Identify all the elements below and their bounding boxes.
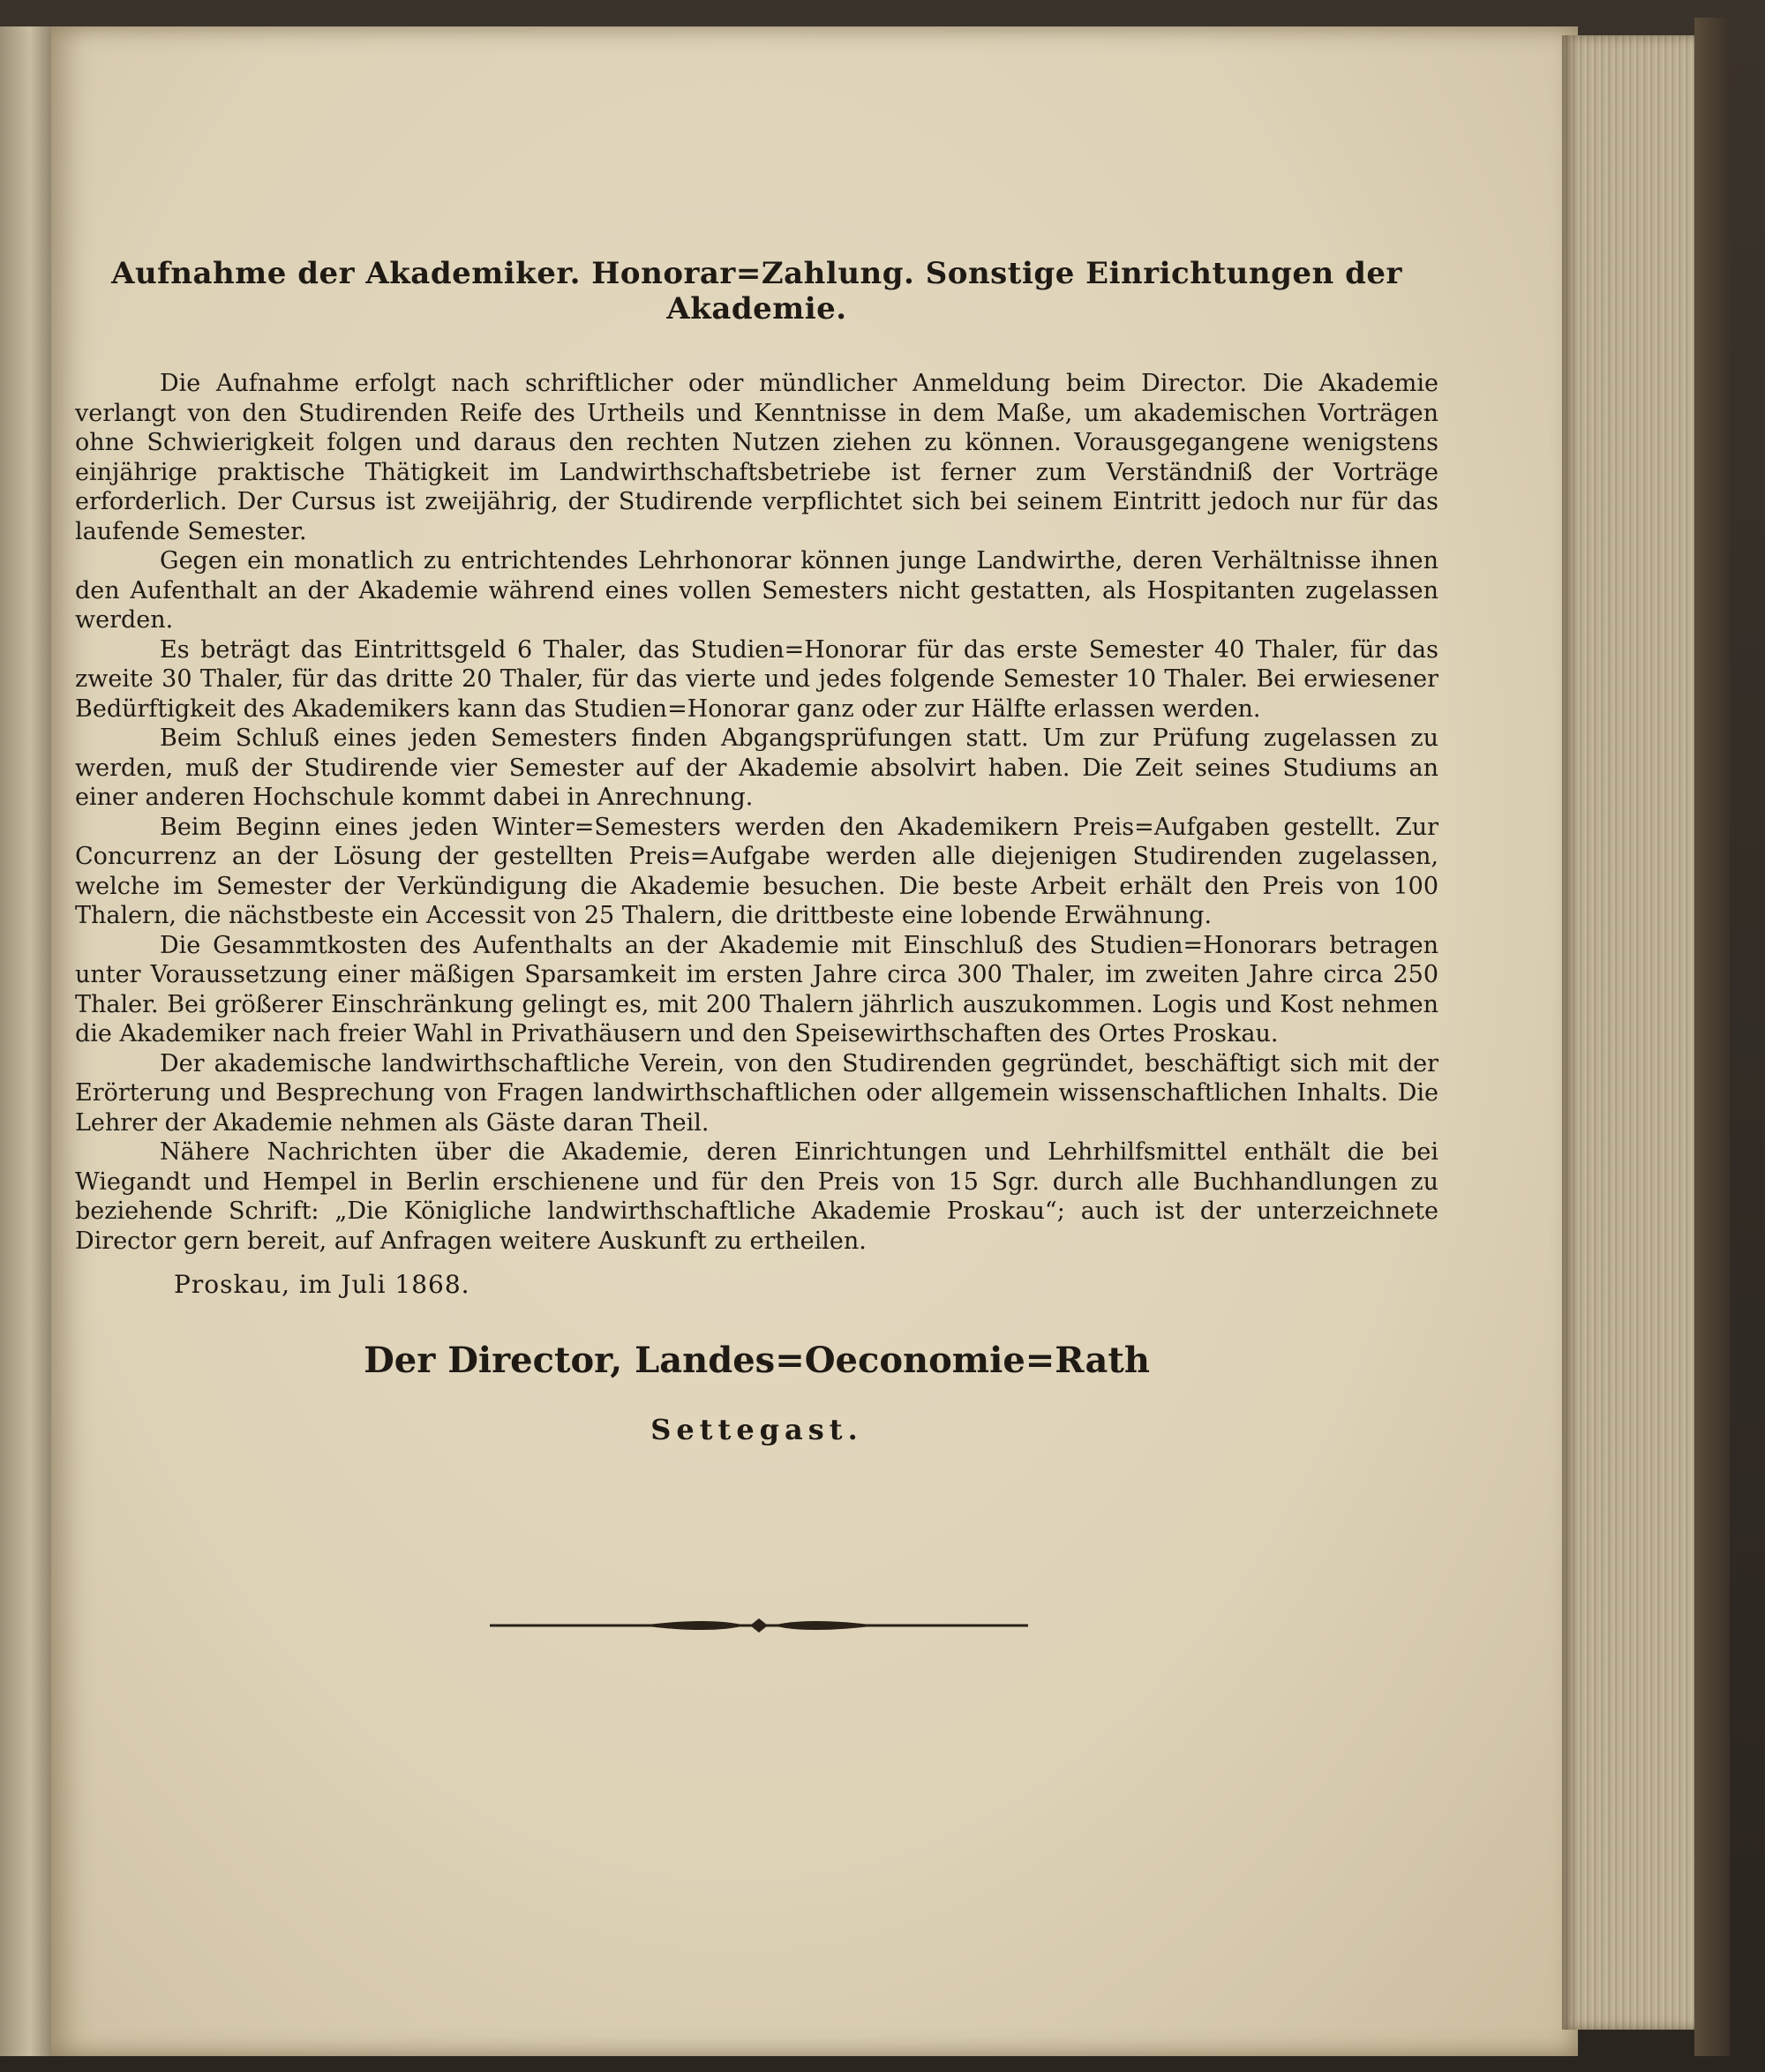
date-line: Proskau, im Juli 1868. xyxy=(174,1270,470,1299)
paragraph-costs: Die Gesammtkosten des Aufenthalts an der Akademie mit Einschluß des Studien=Honorars betragen unter Voraussetzung einer mäßigen Sparsamkeit im ersten Jahre circa 300 Thaler, im zweiten Jahre circa 250 Thaler. Bei größerer Einschränkung gelingt es, mit 200 Thalern jährlich auszukommen. Logis und Kost nehmen die Akademiker nach freier Wahl in Privathäusern und den Speisewirthschaften des Ortes Proskau. xyxy=(75,931,1438,1047)
section-heading: Aufnahme der Akademiker. Honorar=Zahlung. Sonstige Einrichtungen der Akademie. xyxy=(111,256,1402,327)
left-page-edge xyxy=(0,26,55,2056)
page-content xyxy=(75,256,1438,1446)
book-cover-edge xyxy=(1694,18,1730,2056)
page-block-edge xyxy=(1562,35,1712,2030)
paragraph-exams: Beim Schluß eines jeden Semesters finden Abgangsprüfungen statt. Um zur Prüfung zugelassen zu werden, muß der Studirende vier Semester auf der Akademie absolvirt haben. Die Zeit seines Studiums an einer anderen Hochschule kommt dabei in Anrechnung. xyxy=(75,724,1438,811)
signature-name: Settegast. xyxy=(650,1413,863,1446)
paragraph-admission: Die Aufnahme erfolgt nach schriftlicher oder mündlicher Anmeldung beim Director. Die Akademie verlangt von den Studirenden Reife des Urtheils und Kenntnisse in dem Maße, um akademischen Vorträgen ohne Schwierigkeit folgen und daraus den rechten Nutzen ziehen zu können. Vorausgegangene wenigstens einjährige praktische Thätigkeit im Landwirthschaftsbetriebe ist ferner zum Verständniß der Vorträge erforderlich. Der Cursus ist zweijährig, der Studirende verpflichtet sich bei seinem Eintritt jedoch nur für das laufende Semester. xyxy=(75,370,1438,545)
decorative-rule xyxy=(490,1615,1028,1636)
signature-title: Der Director, Landes=Oeconomie=Rath xyxy=(364,1340,1150,1381)
paragraph-information: Nähere Nachrichten über die Akademie, deren Einrichtungen und Lehrhilfsmittel enthält die bei Wiegandt und Hempel in Berlin erschienene und für den Preis von 15 Sgr. durch alle Buchhandlungen zu beziehende Schrift: „Die Königliche landwirthschaftliche Akademie Proskau“; auch ist der unterzeichnete Director gern bereit, auf Anfragen weitere Auskunft zu ertheilen. xyxy=(75,1138,1438,1255)
paragraph-hospitants: Gegen ein monatlich zu entrichtendes Lehrhonorar können junge Landwirthe, deren Verhältnisse ihnen den Aufenthalt an der Akademie während eines vollen Semesters nicht gestatten, als Hospitanten zugelassen werden. xyxy=(75,547,1438,634)
paragraph-fees: Es beträgt das Eintrittsgeld 6 Thaler, das Studien=Honorar für das erste Semester 40 Thaler, für das zweite 30 Thaler, für das dritte 20 Thaler, für das vierte und jedes folgende Semester 10 Thaler. Bei erwiesener Bedürftigkeit des Akademikers kann das Studien=Honorar ganz oder zur Hälfte erlassen werden. xyxy=(75,635,1438,723)
paragraph-prize-tasks: Beim Beginn eines jeden Winter=Semesters werden den Akademikern Preis=Aufgaben gestellt. Zur Concurrenz an der Lösung der gestellten Preis=Aufgabe werden alle diejenigen Studirenden zugelassen, welche im Semester der Verkündigung die Akademie besuchen. Die beste Arbeit erhält den Preis von 100 Thalern, die nächstbeste ein Accessit von 25 Thalern, die drittbeste eine lobende Erwähnung. xyxy=(75,813,1438,929)
paragraph-association: Der akademische landwirthschaftliche Verein, von den Studirenden gegründet, beschäftigt sich mit der Erörterung und Besprechung von Fragen landwirthschaftlichen oder allgemein wissenschaftlichen Inhalts. Die Lehrer der Akademie nehmen als Gäste daran Theil. xyxy=(75,1049,1438,1137)
